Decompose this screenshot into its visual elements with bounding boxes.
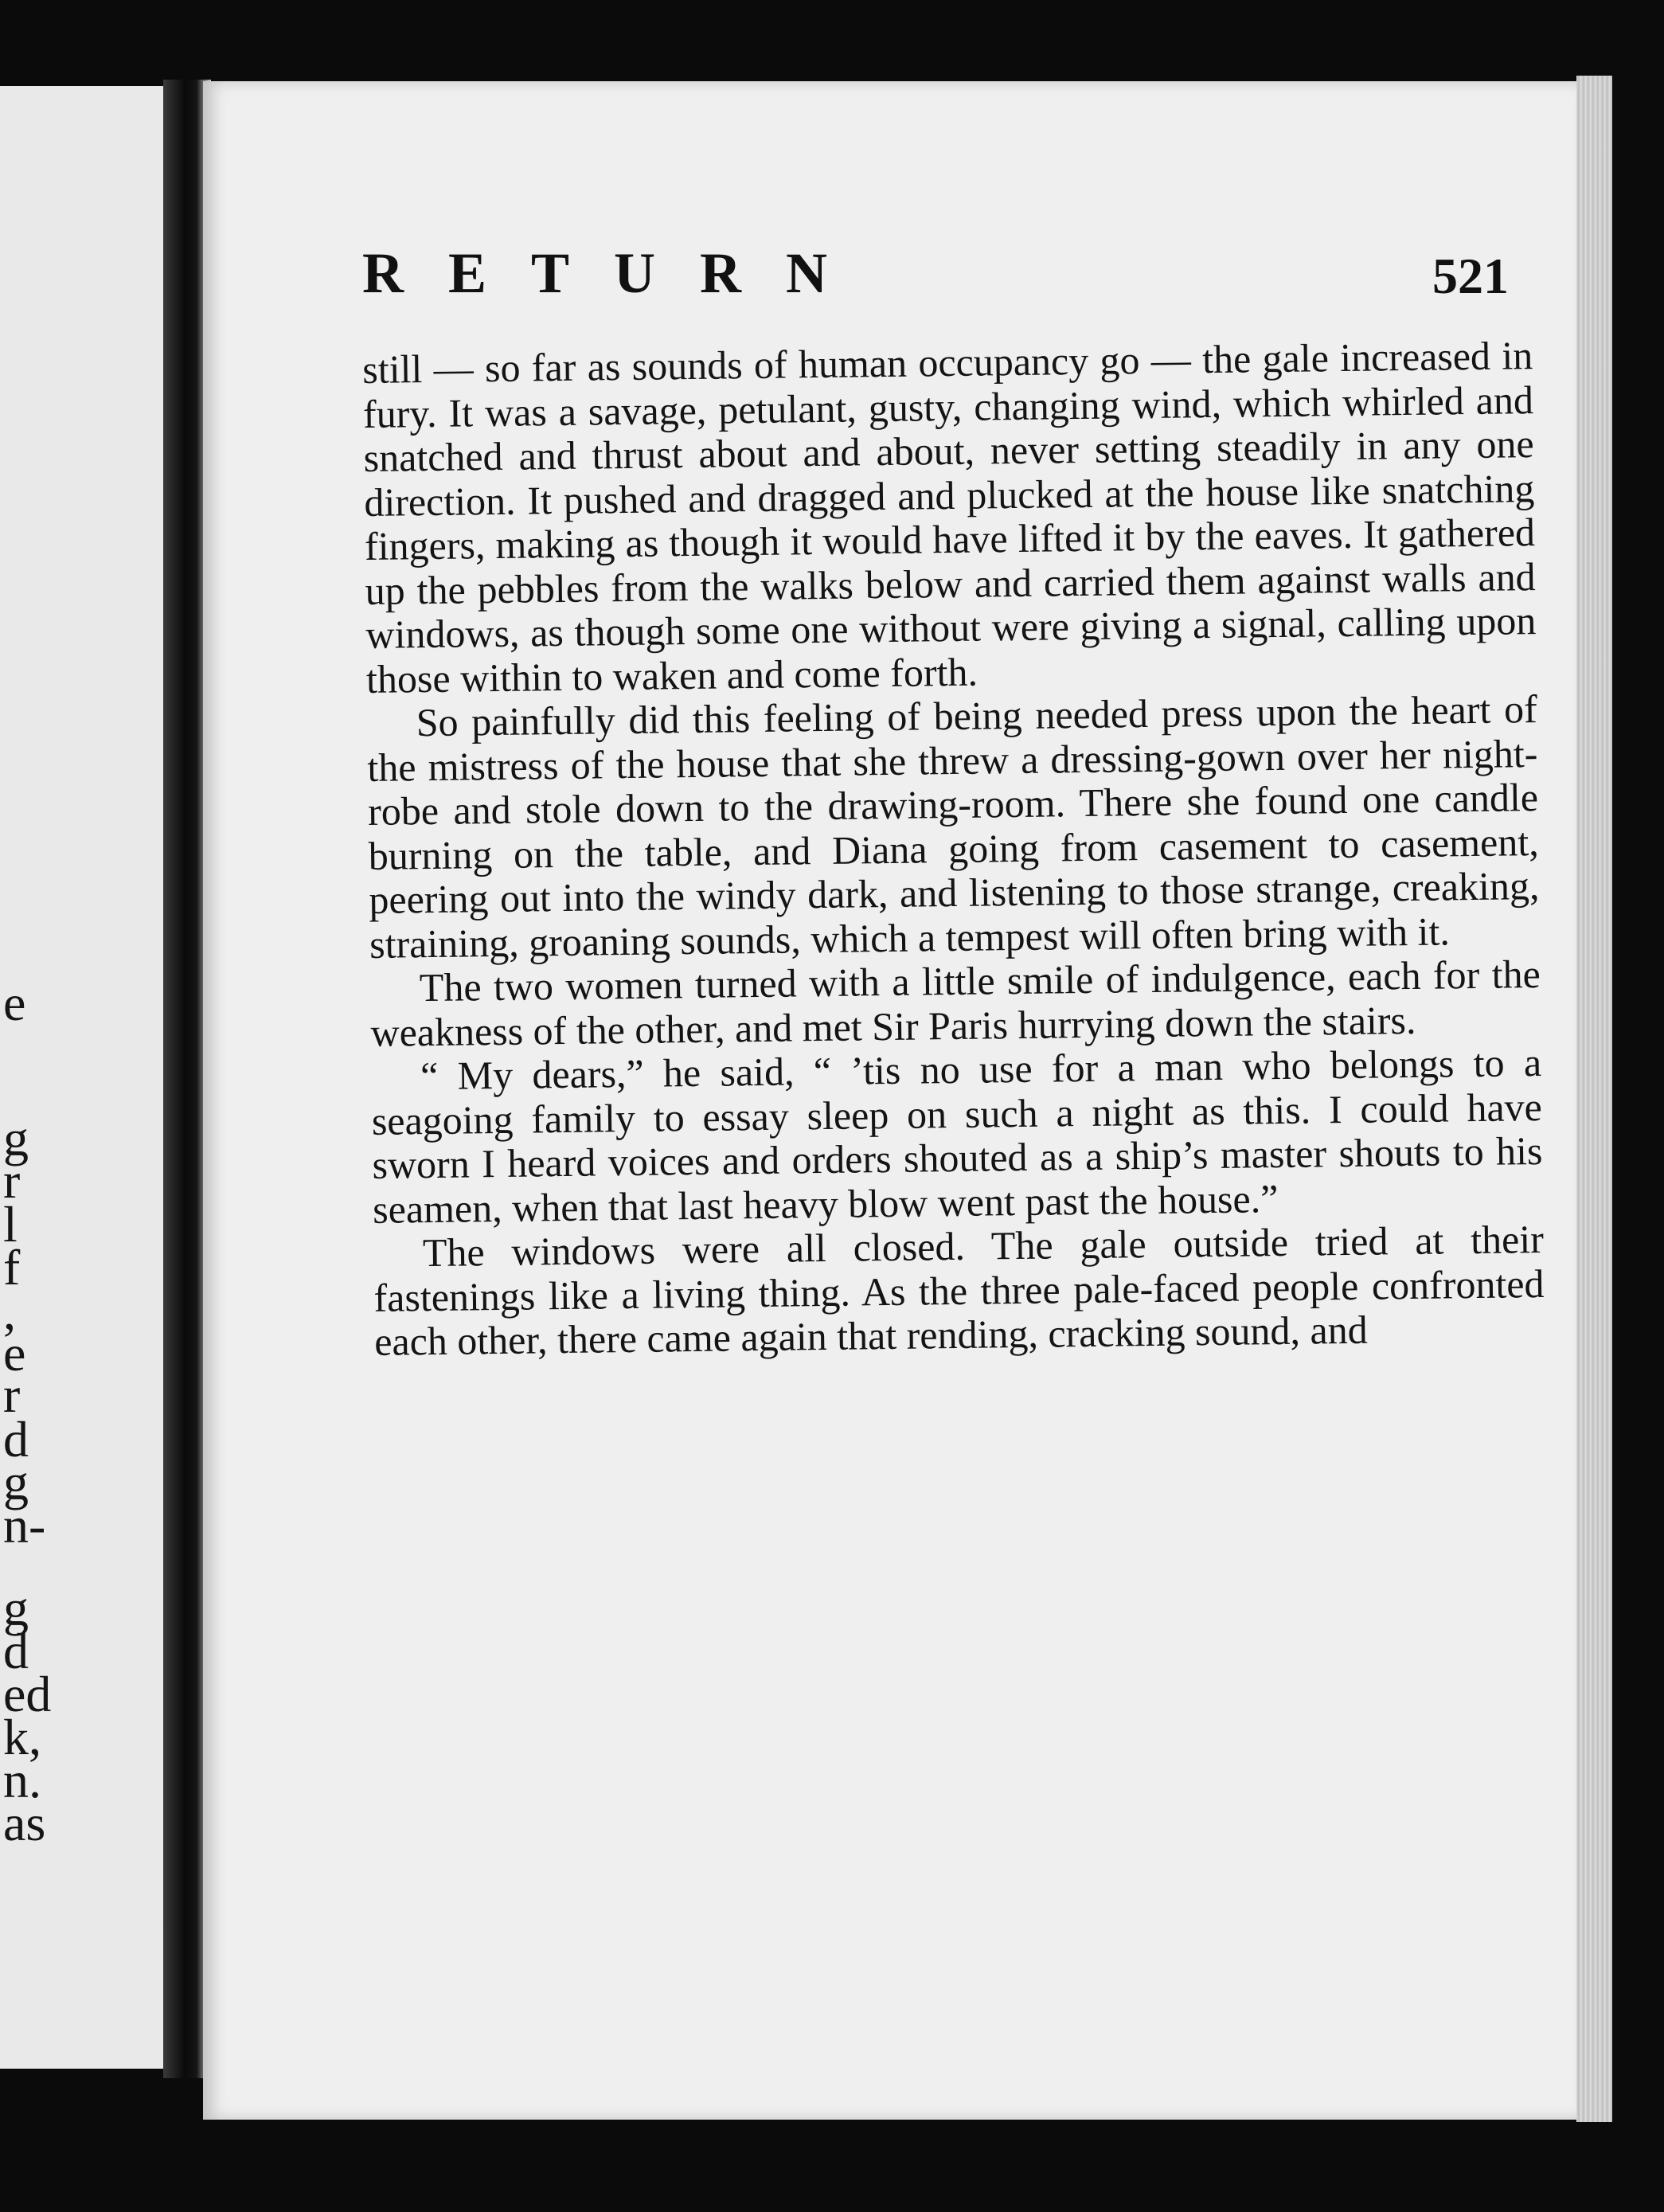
margin-char: n- bbox=[3, 1497, 46, 1553]
margin-char: , bbox=[3, 1284, 16, 1340]
page-header bbox=[362, 240, 1509, 336]
margin-char: as bbox=[3, 1795, 46, 1851]
body-text bbox=[362, 334, 1545, 1364]
margin-char: e bbox=[3, 975, 26, 1031]
margin-char: ed bbox=[3, 1666, 52, 1722]
left-facing-page bbox=[0, 86, 189, 2069]
margin-char: e bbox=[3, 1325, 26, 1382]
paragraph: The two women turned with a little smile of indulgence, each for the weakness of the other, and met Sir Paris hurrying down the stairs. bbox=[370, 951, 1541, 1055]
paragraph: The windows were all closed. The gale outside tried at their fastenings like a living thing. As the three pale-faced people confronted each other, there came again that rending, cracking sound, and bbox=[373, 1216, 1545, 1364]
margin-char: g bbox=[3, 1110, 29, 1167]
page-number: 521 bbox=[1432, 248, 1509, 304]
paragraph: “ My dears,” he said, “ ’tis no use for a man who belongs to a seagoing family to essay sleep on such a night as this. I could have sworn I heard voices and orders shouted as a ship’s master shouts to his seamen, when that last heavy blow went past the house.” bbox=[371, 1039, 1543, 1232]
margin-char: r bbox=[3, 1366, 21, 1423]
paragraph: So painfully did this feeling of being needed press upon the heart of the mistress of the house that she threw a dressing-gown over her night-robe and stole down to the drawing-room. There she found one candle burning on the table, and Diana going from casement to casement, peering out into the windy dark, and listening to those strange, creaking, straining, groaning sounds, which a tempest will often bring with it. bbox=[367, 686, 1540, 967]
page-block-edge bbox=[1576, 76, 1612, 2122]
margin-char: g bbox=[3, 1580, 29, 1636]
margin-char: n. bbox=[3, 1752, 41, 1808]
margin-char: d bbox=[3, 1411, 29, 1468]
margin-char: d bbox=[3, 1623, 29, 1679]
book-page bbox=[203, 81, 1576, 2120]
margin-char: k, bbox=[3, 1709, 41, 1765]
margin-char: l bbox=[3, 1196, 18, 1253]
margin-char: f bbox=[3, 1239, 21, 1296]
running-head: RETURN bbox=[362, 241, 873, 305]
margin-char: g bbox=[3, 1454, 29, 1510]
paragraph: still — so far as sounds of human occupancy go — the gale increased in fury. It was a savage, petulant, gusty, changing wind, which whirled and snatched and thrust about and about, never setting steadily in any one direction. It pushed and dragged and plucked at the house like snatching fingers, making as though it would have lifted it by the eaves. It gathered up the pebbles from the walks below and carried them against walls and windows, as though some one without were giving a signal, calling upon those within to waken and come forth. bbox=[361, 333, 1537, 702]
margin-char: r bbox=[3, 1152, 21, 1209]
